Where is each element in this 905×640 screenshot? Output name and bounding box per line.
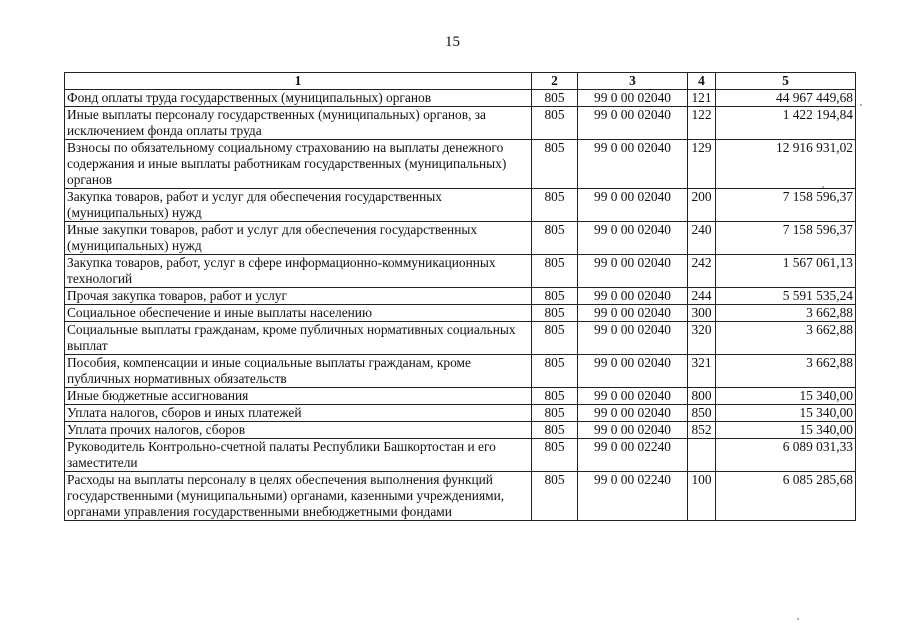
row-amount: 7 158 596,37 [716,222,856,255]
table-row [65,472,856,521]
table-row [65,107,856,140]
row-vr: 240 [688,222,716,255]
row-csr: 99 0 00 02040 [578,305,688,322]
table-row [65,405,856,422]
row-gr: 805 [532,90,578,107]
row-amount: 5 591 535,24 [716,288,856,305]
budget-table [64,72,856,521]
column-header: 2 [532,73,578,90]
row-csr: 99 0 00 02040 [578,255,688,288]
row-name: Прочая закупка товаров, работ и услуг [65,288,532,305]
column-header: 1 [65,73,532,90]
row-amount: 15 340,00 [716,388,856,405]
row-amount: 3 662,88 [716,322,856,355]
table-header-row [65,73,856,90]
row-name: Пособия, компенсации и иные социальные выплаты гражданам, кроме публичных нормативных обязательств [65,355,532,388]
row-name: Уплата прочих налогов, сборов [65,422,532,439]
page-number: 15 [445,34,460,50]
row-vr: 100 [688,472,716,521]
row-vr: 129 [688,140,716,189]
table-row [65,322,856,355]
row-amount: 6 085 285,68 [716,472,856,521]
table-row [65,305,856,322]
table-row [65,222,856,255]
row-vr: 200 [688,189,716,222]
row-vr: 121 [688,90,716,107]
row-amount: 15 340,00 [716,422,856,439]
column-header: 3 [578,73,688,90]
table-row [65,355,856,388]
row-name: Взносы по обязательному социальному страхованию на выплаты денежного содержания и иные выплаты работникам государственных (муниципальных) органов [65,140,532,189]
row-gr: 805 [532,405,578,422]
row-amount: 1 422 194,84 [716,107,856,140]
row-amount: 15 340,00 [716,405,856,422]
column-header: 5 [716,73,856,90]
row-vr: 800 [688,388,716,405]
row-vr: 320 [688,322,716,355]
table-row [65,439,856,472]
row-csr: 99 0 00 02040 [578,222,688,255]
row-amount: 44 967 449,68 [716,90,856,107]
row-gr: 805 [532,255,578,288]
row-gr: 805 [532,140,578,189]
table-row [65,288,856,305]
row-vr: 122 [688,107,716,140]
row-gr: 805 [532,305,578,322]
row-name: Закупка товаров, работ, услуг в сфере информационно-коммуникационных технологий [65,255,532,288]
row-csr: 99 0 00 02240 [578,472,688,521]
table-row [65,255,856,288]
row-gr: 805 [532,222,578,255]
row-name: Фонд оплаты труда государственных (муниципальных) органов [65,90,532,107]
row-vr: 321 [688,355,716,388]
table-row [65,422,856,439]
row-csr: 99 0 00 02040 [578,90,688,107]
table-row [65,90,856,107]
row-gr: 805 [532,439,578,472]
row-csr: 99 0 00 02040 [578,422,688,439]
row-name: Руководитель Контрольно-счетной палаты Республики Башкортостан и его заместители [65,439,532,472]
scan-speck [860,104,862,106]
row-csr: 99 0 00 02040 [578,288,688,305]
row-name: Иные выплаты персоналу государственных (муниципальных) органов, за исключением фонда оплаты труда [65,107,532,140]
row-name: Иные закупки товаров, работ и услуг для обеспечения государственных (муниципальных) нужд [65,222,532,255]
row-gr: 805 [532,355,578,388]
row-name: Расходы на выплаты персоналу в целях обеспечения выполнения функций государственными (муниципальными) органами, казенными учреждениями, органами управления государственными внебюджетными фондами [65,472,532,521]
row-gr: 805 [532,422,578,439]
row-amount: 6 089 031,33 [716,439,856,472]
row-gr: 805 [532,189,578,222]
row-vr: 852 [688,422,716,439]
row-vr: 850 [688,405,716,422]
table-row [65,189,856,222]
row-amount: 7 158 596,37 [716,189,856,222]
row-amount: 1 567 061,13 [716,255,856,288]
row-name: Уплата налогов, сборов и иных платежей [65,405,532,422]
row-csr: 99 0 00 02040 [578,388,688,405]
table-row [65,140,856,189]
scan-speck [797,618,799,620]
row-amount: 3 662,88 [716,355,856,388]
row-vr: 242 [688,255,716,288]
row-amount: 12 916 931,02 [716,140,856,189]
table-row [65,388,856,405]
row-vr: 300 [688,305,716,322]
row-vr: 244 [688,288,716,305]
row-csr: 99 0 00 02040 [578,189,688,222]
scan-speck [822,186,824,188]
row-gr: 805 [532,322,578,355]
row-gr: 805 [532,107,578,140]
column-header: 4 [688,73,716,90]
row-name: Закупка товаров, работ и услуг для обеспечения государственных (муниципальных) нужд [65,189,532,222]
row-gr: 805 [532,388,578,405]
row-name: Социальные выплаты гражданам, кроме публичных нормативных социальных выплат [65,322,532,355]
row-csr: 99 0 00 02040 [578,107,688,140]
row-csr: 99 0 00 02040 [578,405,688,422]
row-gr: 805 [532,472,578,521]
row-csr: 99 0 00 02040 [578,355,688,388]
row-csr: 99 0 00 02040 [578,140,688,189]
row-name: Иные бюджетные ассигнования [65,388,532,405]
row-vr [688,439,716,472]
row-csr: 99 0 00 02040 [578,322,688,355]
row-gr: 805 [532,288,578,305]
row-name: Социальное обеспечение и иные выплаты населению [65,305,532,322]
row-csr: 99 0 00 02240 [578,439,688,472]
row-amount: 3 662,88 [716,305,856,322]
